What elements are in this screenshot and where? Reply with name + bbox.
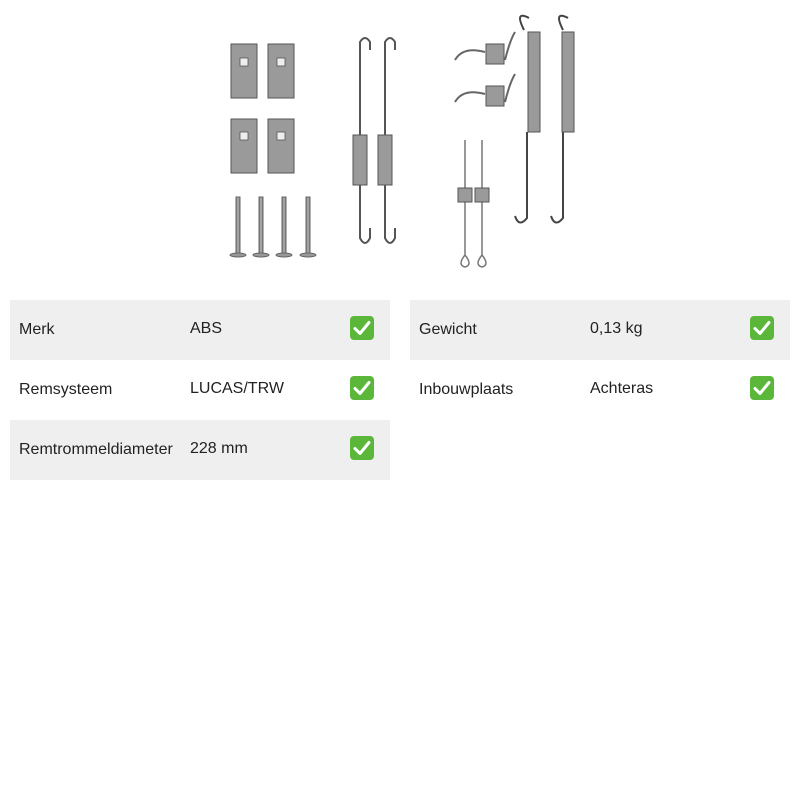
spec-label: Inbouwplaats	[419, 381, 514, 398]
spec-table-right	[410, 300, 790, 420]
spec-table-left	[10, 300, 390, 480]
product-image	[0, 0, 800, 280]
spec-row-remtrommeldiameter	[10, 420, 390, 480]
spec-label: Merk	[19, 321, 55, 338]
check-icon	[350, 316, 374, 340]
spec-row-remsysteem	[10, 360, 390, 420]
spec-row-inbouwplaats	[410, 360, 790, 420]
spec-value: LUCAS/TRW	[190, 380, 284, 397]
spec-label: Remtrommeldiameter	[19, 441, 173, 458]
check-icon	[350, 436, 374, 460]
spec-value: Achteras	[590, 380, 654, 397]
spec-label: Remsysteem	[19, 381, 113, 398]
spec-row-gewicht	[410, 300, 790, 360]
check-icon	[750, 316, 774, 340]
spec-label: Gewicht	[419, 321, 477, 338]
spec-value: ABS	[190, 320, 223, 337]
spec-value: 0,13 kg	[590, 320, 643, 337]
spec-value: 228 mm	[190, 440, 248, 457]
check-icon	[750, 376, 774, 400]
spec-row-merk	[10, 300, 390, 360]
check-icon	[350, 376, 374, 400]
